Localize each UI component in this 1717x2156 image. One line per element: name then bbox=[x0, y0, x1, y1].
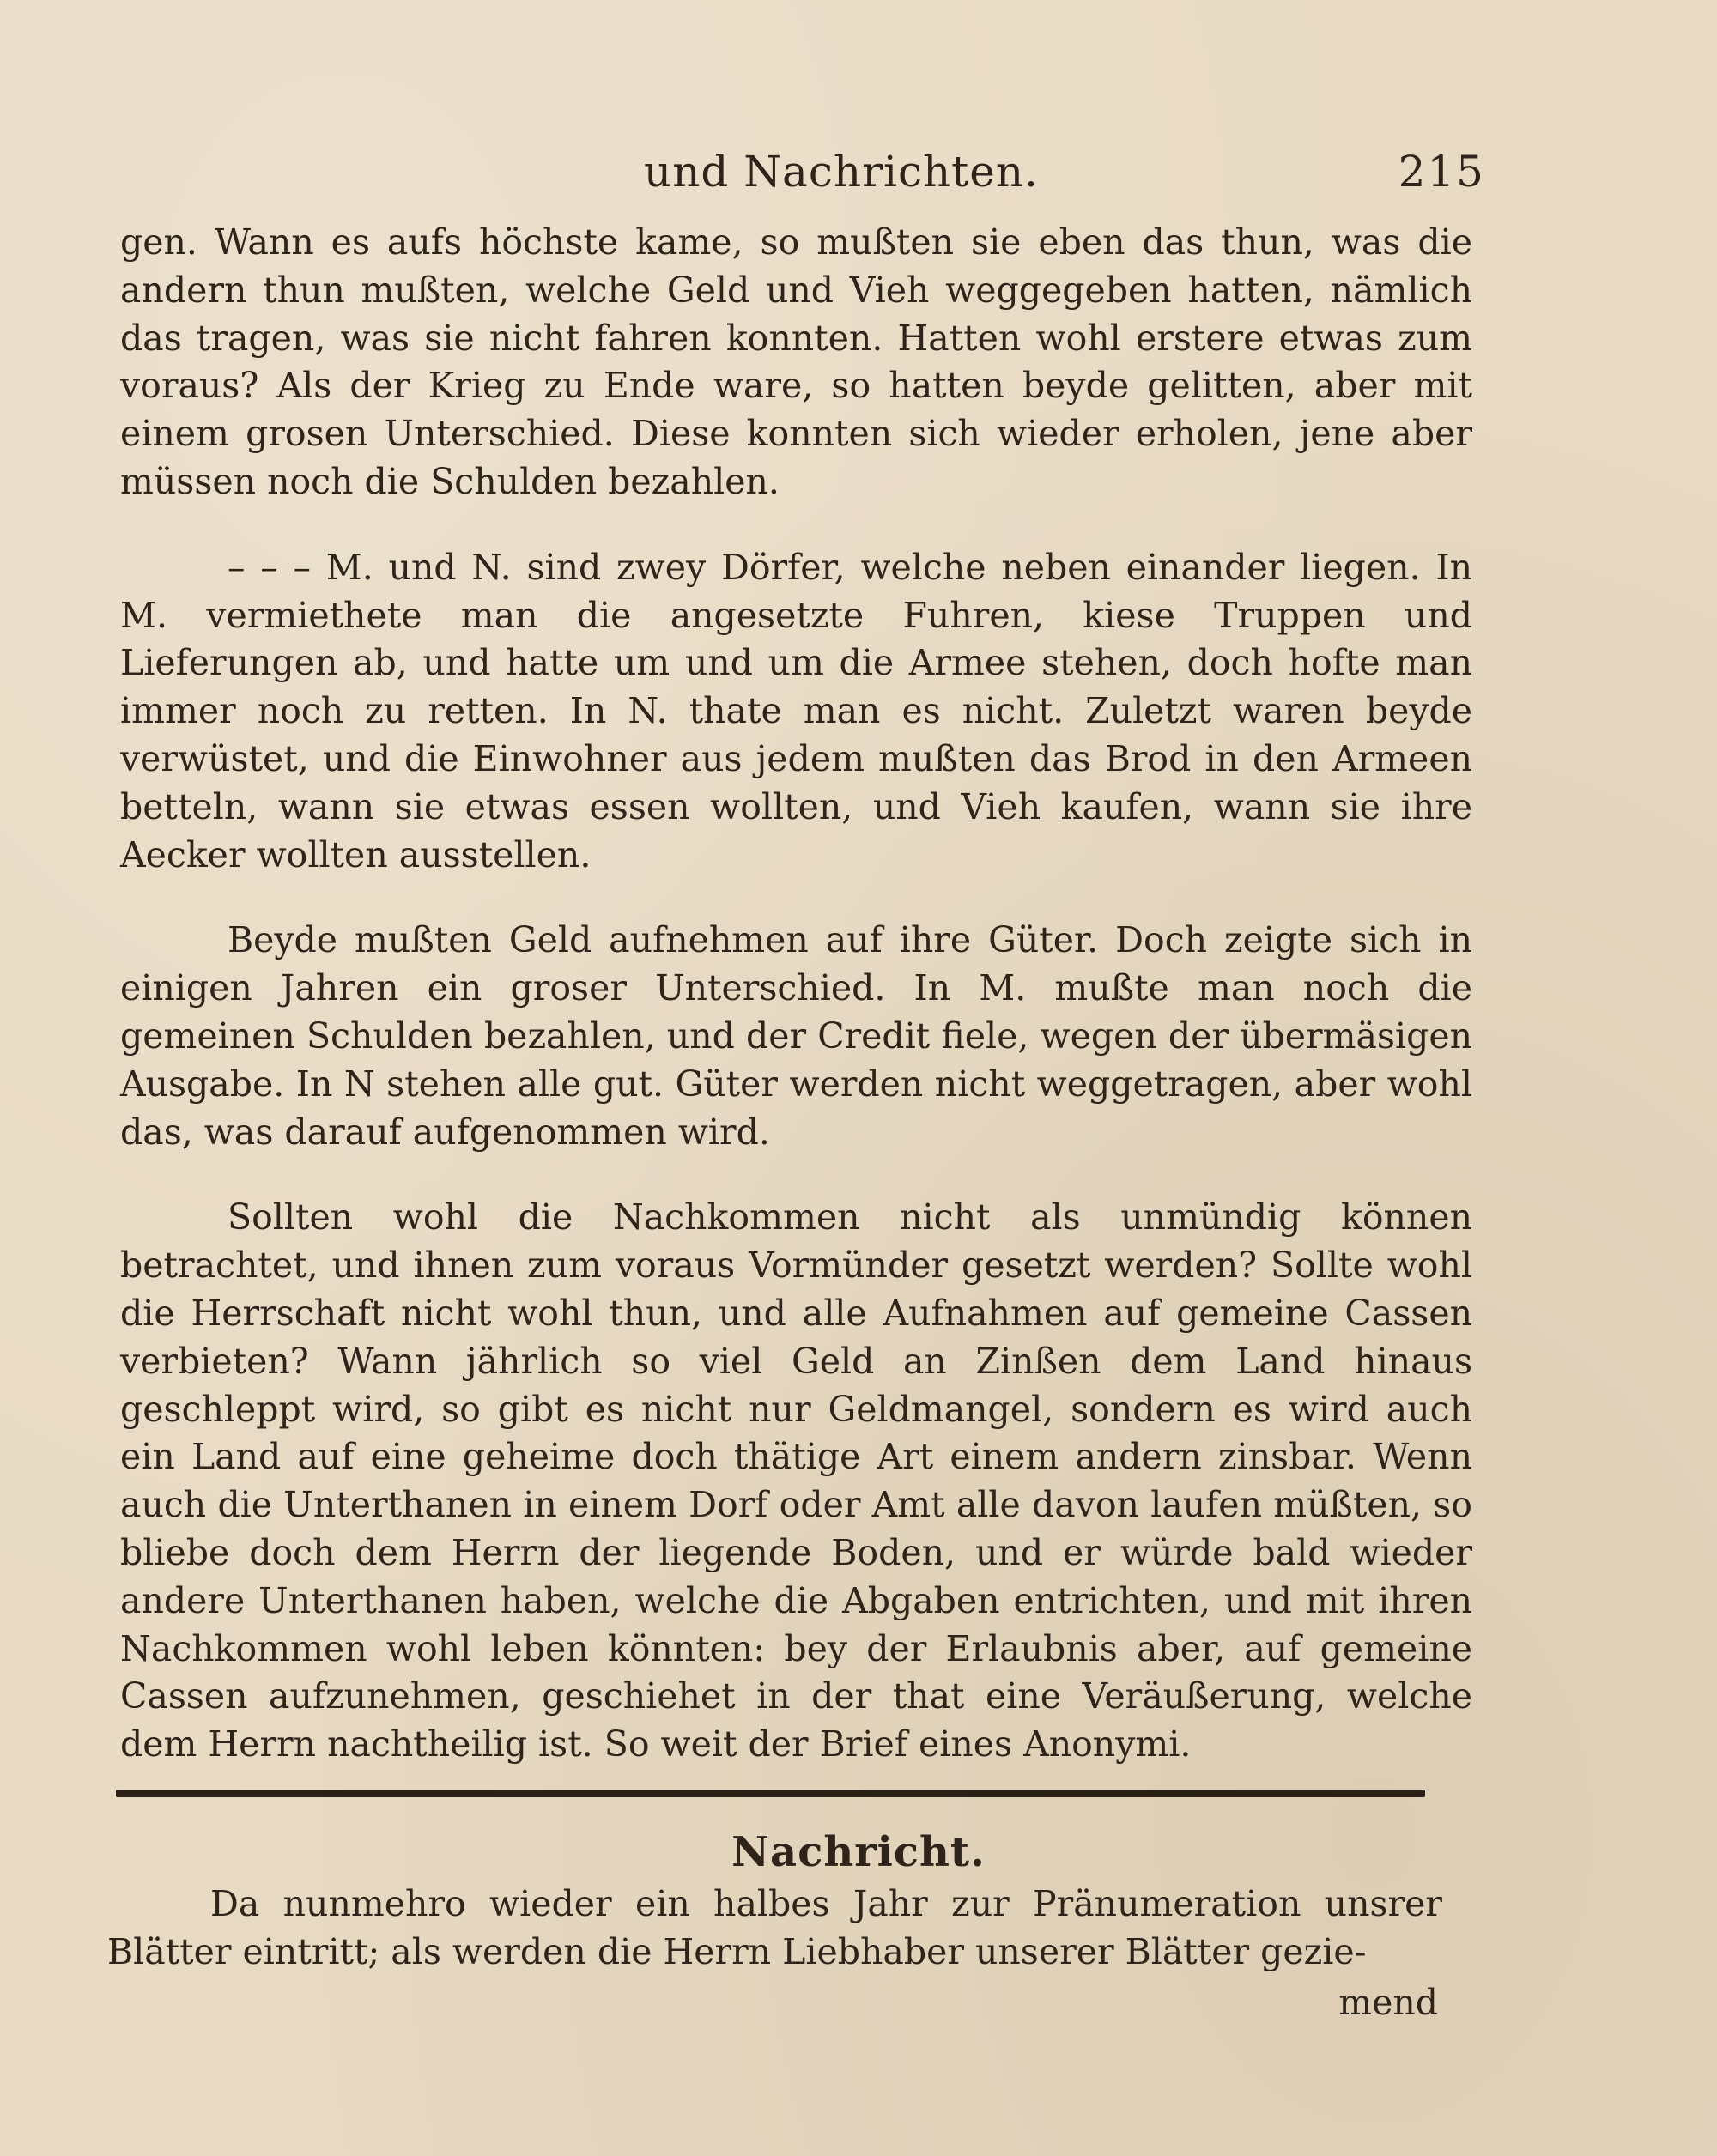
paragraph-gap bbox=[120, 879, 1472, 917]
catchword: mend bbox=[1338, 1982, 1438, 2023]
body-text bbox=[120, 219, 1472, 1769]
paragraph-continuation: gen. Wann es aufs höchste kame, so mußten sie eben das thun, was die andern thun mußten, welche Geld und Vieh weggegeben hatten, nämlich das tragen, was sie nicht fahren konnten. Hatten wohl erstere etwas zum voraus? Als der Krieg zu Ende ware, so hatten beyde gelitten, aber mit einem grosen Unterschied. Diese konnten sich wieder erholen, jene aber müssen noch die Schulden bezahlen. bbox=[120, 221, 1472, 502]
section-divider bbox=[116, 1790, 1425, 1797]
notice-heading: Nachricht. bbox=[731, 1828, 986, 1876]
page-number: 215 bbox=[1398, 147, 1485, 197]
notice-text: Da nunmehro wieder ein halbes Jahr zur Pränumeration unsrer Blätter eintritt; als werden die Herrn Liebhaber unserer Blätter gezie- bbox=[107, 1883, 1442, 1972]
page-header bbox=[120, 137, 1485, 206]
paragraph-village-comparison: – – – M. und N. sind zwey Dörfer, welche neben einander liegen. In M. vermiethete man die angesetzte Fuhren, kiese Truppen und Lieferungen ab, und hatte um und um die Armee stehen, doch hofte man immer noch zu retten. In N. thate man es nicht. Zuletzt waren beyde verwüstet, und die Einwohner aus jedem mußten das Brod in den Armeen betteln, wann sie etwas essen wollten, und Vieh kaufen, wann sie ihre Aecker wollten ausstellen. bbox=[120, 546, 1472, 875]
paragraph-debts: Beyde mußten Geld aufnehmen auf ihre Güter. Doch zeigte sich in einigen Jahren ein groser Unterschied. In M. mußte man noch die gemeinen Schulden bezahlen, und der Credit fiele, wegen der übermäsigen Ausgabe. In N stehen alle gut. Güter werden nicht weggetragen, aber wohl das, was darauf aufgenommen wird. bbox=[120, 919, 1472, 1153]
paragraph-gap bbox=[120, 1156, 1472, 1194]
paragraph-gap bbox=[120, 506, 1472, 544]
paragraph-conclusion: Sollten wohl die Nachkommen nicht als unmündig können betrachtet, und ihnen zum voraus Vormünder gesetzt werden? Sollte wohl die Herrschaft nicht wohl thun, und alle Aufnahmen auf gemeine Cassen verbieten? Wann jährlich so viel Geld an Zinßen dem Land hinaus geschleppt wird, so gibt es nicht nur Geldmangel, sondern es wird auch ein Land auf eine geheime doch thätige Art einem andern zinsbar. Wenn auch die Unterthanen in einem Dorf oder Amt alle davon laufen müßten, so bliebe doch dem Herrn der liegende Boden, und er würde bald wieder andere Unterthanen haben, welche die Abgaben entrichten, und mit ihren Nachkommen wohl leben könnten: bey der Erlaubnis aber, auf gemeine Cassen aufzunehmen, geschiehet in der that eine Veräußerung, welche dem Herrn nachtheilig ist. So weit der Brief eines Anonymi. bbox=[120, 1196, 1472, 1765]
running-title: und Nachrichten. bbox=[644, 147, 1039, 197]
